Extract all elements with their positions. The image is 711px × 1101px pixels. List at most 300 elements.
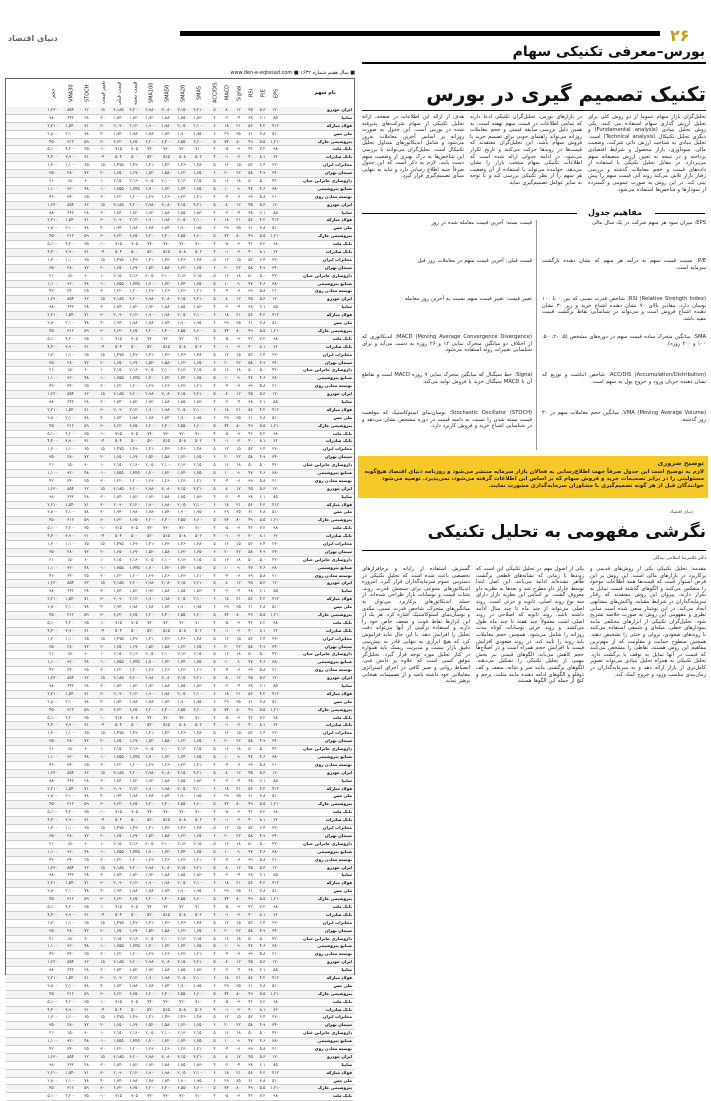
table-cell: ۲,۱۶۰: [129, 935, 140, 941]
table-cell: ۳,۱۵۰: [177, 769, 188, 775]
table-cell: ۲,۱۰۰: [161, 178, 172, 184]
table-cell: ۷۱۰: [195, 714, 202, 720]
table-cell: ۴.۹: [259, 454, 266, 460]
table-cell: ۴۵: [248, 580, 253, 586]
table-cell: ۵.۰: [259, 840, 266, 846]
table-row: [6, 778, 354, 786]
table-row: [6, 115, 354, 123]
table-cell: ۳۵: [84, 525, 89, 531]
stock-name-cell: ایران خودرو: [327, 1053, 352, 1059]
glossary-left-column: [362, 220, 532, 452]
table-cell: ۱۵۰: [67, 556, 74, 562]
table-cell: ۹: [237, 659, 240, 665]
table-row: [6, 904, 354, 912]
table-cell: ۱,۷۵۰: [193, 469, 204, 475]
table-cell: ۹: [237, 1038, 240, 1044]
table-cell: ۲,۱۶۰: [129, 272, 140, 278]
table-cell: ۷۲۰: [179, 903, 186, 909]
table-cell: ۱,۷۰۰: [145, 564, 156, 570]
table-cell: ۳۱: [84, 1006, 89, 1012]
table-cell: ۱۲: [236, 769, 241, 775]
table-cell: ۱,۸۴۰: [113, 398, 124, 404]
table-cell: ۲۱۰: [272, 288, 279, 294]
table-cell: -۱۰: [99, 280, 106, 286]
table-cell: ۵.۳: [259, 675, 266, 681]
right_items-item: SMA: میانگین متحرک ساده قیمت سهم در دوره‌های مشخص (۵، ۲۰، ۵۰، ۱۰۰ و ۲۰۰ روزه).: [542, 334, 706, 347]
table-cell: ۲۸: [84, 398, 89, 404]
table-cell: ۱,۷۴۰: [177, 469, 188, 475]
table-cell: -۴: [100, 722, 105, 728]
table-cell: ۶.۴: [259, 540, 266, 546]
table-cell: ۱,۳۰۰: [47, 919, 58, 925]
table-cell: ۱۵: [100, 675, 105, 681]
table-cell: ۶۴۲: [67, 398, 74, 404]
table-cell: ۱,۱۰۰: [65, 919, 76, 925]
table-cell: ۳۱۲: [67, 327, 74, 333]
table-cell: ۱,۶۷۰: [129, 454, 140, 460]
table-cell: ۲,۱۶۰: [129, 746, 140, 752]
table-cell: ۱,۸۲۰: [129, 304, 140, 310]
table-cell: ۲۰: [100, 548, 105, 554]
table-cell: ۱,۴۷۵: [113, 446, 124, 452]
table-cell: ۵: [213, 769, 216, 775]
table-cell: ۲,۱۶۰: [129, 367, 140, 373]
table-cell: ۶,۶۵۰: [129, 327, 140, 333]
table-cell: ۵: [213, 1030, 216, 1036]
table-cell: ۱,۶۷۰: [129, 264, 140, 270]
table-cell: -۲۰: [99, 872, 106, 878]
table-cell: -۶: [236, 572, 241, 578]
table-cell: ۱,۴۱۰: [145, 446, 156, 452]
table-cell: ۶۴۲: [67, 493, 74, 499]
table-cell: -۱۰: [99, 335, 106, 341]
table-cell: ۳۵۰: [49, 927, 56, 933]
table-cell: ۴: [213, 809, 216, 815]
table-cell: -۱۰: [99, 146, 106, 152]
table-cell: ۵.۳: [259, 864, 266, 870]
table-cell: ۱,۴۳۰: [161, 540, 172, 546]
table-row: [6, 1046, 354, 1054]
table-cell: -۴: [100, 249, 105, 255]
table-cell: ۳۰: [100, 422, 105, 428]
table-cell: ۱۲: [236, 485, 241, 491]
table-cell: ۸۰: [236, 517, 241, 523]
table-cell: ۵۰: [248, 178, 253, 184]
table-cell: ۵۰۰: [131, 1006, 138, 1012]
table-cell: ۱۸: [224, 406, 229, 412]
table-cell: ۴.۹: [259, 643, 266, 649]
table-cell: ۲,۰۹۰: [113, 974, 124, 980]
table-cell: ۳,۲۰۰: [129, 391, 140, 397]
table-cell: -۶: [236, 1045, 241, 1051]
table-cell: ۱,۲۶۰: [161, 288, 172, 294]
table-cell: ۱,۷۵۵: [113, 943, 124, 949]
table-cell: ۱,۲۳۰: [47, 201, 58, 207]
table-cell: ۱۵: [100, 635, 105, 641]
table-cell: ۳۴۰: [272, 927, 279, 933]
table-row: [6, 178, 354, 186]
table-cell: -۳: [236, 525, 241, 531]
table-cell: ۷۴۰: [147, 241, 154, 247]
stock-name-cell: سایپا: [341, 1061, 352, 1067]
table-cell: ۲,۱۳۰: [177, 935, 188, 941]
table-cell: ۴,۴۰۰: [47, 533, 58, 539]
table-cell: ۱۲: [236, 391, 241, 397]
table-row: [6, 730, 354, 738]
table-cell: -۲۰: [99, 477, 106, 483]
table-cell: ۷.۲: [259, 241, 266, 247]
table-cell: ۶: [213, 501, 216, 507]
table-cell: ۴۲۰: [49, 288, 56, 294]
table-cell: ۷۰۵: [131, 619, 138, 625]
table-cell: ۴: [213, 722, 216, 728]
table-cell: ۷۴۰: [147, 525, 154, 531]
table-cell: ۳,۱۵۰: [177, 391, 188, 397]
table-cell: ۱,۷۸۰: [145, 888, 156, 894]
table-cell: ۲,۱۵۰: [113, 272, 124, 278]
table-cell: ۱۸: [224, 1069, 229, 1075]
table-cell: ۳۰: [100, 501, 105, 507]
table-cell: -۱۰: [99, 375, 106, 381]
table-cell: ۵۶: [248, 974, 253, 980]
table-cell: ۶,۶۵۰: [129, 1085, 140, 1091]
table-row: [6, 525, 354, 533]
table-cell: ۱,۸۲۰: [129, 209, 140, 215]
table-cell: ۴۹: [248, 1085, 253, 1091]
table-cell: ۵۰۰: [131, 154, 138, 160]
table-cell: ۱,۷۲۰: [161, 469, 172, 475]
table-cell: ۵۰۸: [179, 343, 186, 349]
table-cell: ۵۲: [248, 635, 253, 641]
table-cell: ۱,۹۰۰: [145, 596, 156, 602]
table-cell: ۱,۴۷۵: [113, 256, 124, 262]
table-cell: ۹۲۰: [67, 469, 74, 475]
table-cell: ۱,۲۱۰: [193, 667, 204, 673]
table-cell: ۴۲۰: [272, 1030, 279, 1036]
table-row: [6, 344, 354, 352]
table-cell: ۵۰۸: [179, 438, 186, 444]
table-cell: ۳۵: [236, 793, 241, 799]
table-cell: ۲۲: [236, 643, 241, 649]
table-cell: ۱۵: [100, 485, 105, 491]
table-cell: ۱,۲۹۰: [145, 761, 156, 767]
table-cell: ۱,۸۴۰: [161, 509, 172, 515]
table-cell: ۳۵۰: [49, 548, 56, 554]
table-cell: ۱,۸۸۰: [161, 967, 172, 973]
table-cell: ۱,۹۰۰: [177, 509, 188, 515]
table-cell: ۵۱۰: [272, 793, 279, 799]
table-cell: ۲,۲۱۰: [47, 596, 58, 602]
table-cell: -۳: [236, 1093, 241, 1099]
table-cell: ۵۰۸: [179, 911, 186, 917]
left_items-item: قیمت بسته: آخرین قیمت معامله شده در روز: [431, 220, 532, 226]
stock-name-cell: مخابرات ایران: [322, 635, 352, 641]
stock-name-cell: توسعه معادن روی: [314, 1045, 352, 1051]
table-cell: ۵۸: [248, 832, 253, 838]
table-row: [6, 462, 354, 470]
table-cell: ۴۱۲: [272, 690, 279, 696]
table-cell: ۳,۹۰۰: [65, 722, 76, 728]
table-cell: ۱,۹۸۰: [161, 596, 172, 602]
table-cell: ۵۱۵: [163, 343, 170, 349]
table-cell: ۲,۲۱۰: [47, 501, 58, 507]
table-cell: ۶۱: [248, 414, 253, 420]
table-cell: ۵۶: [248, 690, 253, 696]
stock-name-cell: پتروشیمی خارک: [317, 990, 352, 996]
table-cell: ۴۵۰: [49, 990, 56, 996]
table-cell: ۵۰۴: [115, 154, 122, 160]
table-cell: ۲۲: [236, 738, 241, 744]
stock-name-cell: ایران خودرو: [327, 107, 352, 112]
table-cell: ۴: [213, 343, 216, 349]
table-cell: ۴۹: [248, 706, 253, 712]
table-cell: ۱,۷۴۵: [129, 848, 140, 854]
table-cell: ۲,۱۰۰: [65, 509, 76, 515]
table-cell: ۹۸: [273, 714, 278, 720]
table-cell: ۵۱۰: [272, 1077, 279, 1083]
table-cell: ۱,۲۰۰: [129, 1045, 140, 1051]
table-cell: ۱۲: [224, 256, 229, 262]
issue-line: ■ سال هفتم شماره ۱۶۳۲ ■ www.den-e-eqtesad.com: [230, 70, 355, 76]
table-cell: ۱,۲۹۰: [145, 288, 156, 294]
table-cell: ۴: [213, 288, 216, 294]
table-cell: ۲۵: [84, 667, 89, 673]
table-cell: ۶,۵۵۰: [177, 896, 188, 902]
table-row: [6, 943, 354, 951]
table-cell: ۱,۵۲۰: [145, 548, 156, 554]
table-cell: ۲,۲۱۰: [47, 406, 58, 412]
table-cell: ۱,۶۵۰: [193, 738, 204, 744]
table-cell: ۲۳۰: [272, 730, 279, 736]
table-cell: ۱,۶۷۰: [129, 1022, 140, 1028]
table-cell: ۸۵۴: [67, 769, 74, 775]
table-cell: ۱۵: [236, 825, 241, 831]
table-cell: ۱,۵۸۰: [161, 548, 172, 554]
table-cell: ۱۲۰: [272, 769, 279, 775]
table-row: [6, 509, 354, 517]
table-cell: ۱,۸۲۰: [129, 114, 140, 120]
table-cell: ۲,۸۰۰: [47, 888, 58, 894]
table-cell: ۲۸۰: [67, 264, 74, 270]
table-cell: ۲۳۰: [272, 1014, 279, 1020]
table-cell: ۴.۹: [259, 170, 266, 176]
table-row: [6, 131, 354, 139]
table-cell: ۱,۷۵۵: [113, 185, 124, 191]
table-cell: ۲۰: [100, 454, 105, 460]
table-cell: ۱,۸۳۰: [193, 493, 204, 499]
table-cell: ۱,۸۴۰: [113, 209, 124, 215]
table-cell: ۳۰: [100, 990, 105, 996]
table-cell: -۲۰: [99, 572, 106, 578]
table-cell: ۴,۴۰۰: [47, 1006, 58, 1012]
stock-name-cell: سیمان تهران: [324, 927, 352, 933]
table-cell: ۱,۹۴۰: [113, 888, 124, 894]
table-cell: ۶,۲۰۰: [145, 422, 156, 428]
table-cell: ۱۵: [100, 391, 105, 397]
table-cell: ۳۴۰: [272, 738, 279, 744]
table-row: [6, 999, 354, 1007]
table-cell: ۹۸۰: [49, 398, 56, 404]
table-cell: ۳۵۰: [49, 454, 56, 460]
table-cell: ۲,۱۵۰: [193, 178, 204, 184]
table-cell: ۲۰: [224, 359, 229, 365]
table-cell: ۵,۱۰۰: [47, 241, 58, 247]
stock-name-cell: صنایع پتروشیمی: [317, 469, 352, 475]
table-cell: ۵۹: [84, 990, 89, 996]
table-cell: ۴,۴۰۰: [47, 249, 58, 255]
table-cell: -۴: [100, 627, 105, 633]
table-cell: ۷۲: [84, 832, 89, 838]
table-cell: ۱,۴۳۰: [161, 919, 172, 925]
table-cell: ۳,۱۵۰: [177, 675, 188, 681]
table-cell: ۳۵: [236, 698, 241, 704]
main-headline: تکنیک تصمیم گیری در بورس: [426, 82, 706, 106]
table-cell: ۲۰: [224, 170, 229, 176]
table-cell: ۷۲: [84, 359, 89, 365]
table-cell: ۷۲۰: [179, 525, 186, 531]
table-cell: ۱,۴۶۰: [177, 351, 188, 357]
stock-name-cell: داروسازی جابرابن حیان: [303, 272, 352, 278]
table-cell: ۷۴۰: [147, 903, 154, 909]
table-cell: ۱,۱۰۰: [65, 540, 76, 546]
table-cell: -۴: [100, 1006, 105, 1012]
table-cell: -۱۰: [99, 1093, 106, 1099]
table-cell: ۶۲: [84, 485, 89, 491]
table-cell: ۳۱: [84, 438, 89, 444]
table-cell: ۶,۶۵۰: [129, 801, 140, 807]
table-cell: -۲: [236, 627, 241, 633]
table-cell: -۲۰: [99, 1061, 106, 1067]
table-cell: ۴۰: [248, 438, 253, 444]
table-row: [6, 746, 354, 754]
table-cell: ۶: [213, 548, 216, 554]
table-cell: ۵,۱۰۰: [47, 714, 58, 720]
table-cell: ۳۸: [248, 493, 253, 499]
stock-name-cell: سیمان تهران: [324, 643, 352, 649]
table-cell: ۱,۷۲۰: [161, 848, 172, 854]
table-row: [6, 809, 354, 817]
table-cell: ۳,۲۰۰: [129, 485, 140, 491]
table-cell: ۶۲: [273, 533, 278, 539]
table-cell: ۳.۸: [259, 698, 266, 704]
table-cell: ۱۸: [224, 974, 229, 980]
table-cell: ۴.۶: [259, 943, 266, 949]
stock-name-cell: بانک صادرات: [325, 343, 352, 349]
table-cell: ۱,۷۰۰: [145, 469, 156, 475]
table-cell: -۲۰: [99, 856, 106, 862]
table-cell: ۳۵: [236, 320, 241, 326]
table-cell: ۵۶: [248, 501, 253, 507]
table-cell: ۵۲: [248, 162, 253, 168]
table-cell: ۱,۷۴۰: [177, 280, 188, 286]
table-cell: ۸۵: [273, 1061, 278, 1067]
table-cell: ۲,۰۵۰: [177, 596, 188, 602]
table-cell: ۵۰۰: [131, 533, 138, 539]
table-cell: ۳۱۲: [67, 990, 74, 996]
table-cell: ۹۸: [273, 146, 278, 152]
table-cell: ۱,۶۵۰: [113, 927, 124, 933]
table-cell: ۱,۲۰۰: [129, 856, 140, 862]
table-cell: ۵.۵: [259, 612, 266, 617]
table-cell: ۵۰: [248, 367, 253, 373]
table-cell: ۱۲: [224, 919, 229, 925]
table-cell: ۴.۲: [259, 501, 266, 507]
table-cell: ۲۸: [84, 304, 89, 310]
table-cell: ۷۴: [224, 422, 229, 428]
table-cell: ۱,۵۴۰: [65, 785, 76, 791]
table-cell: ۶: [213, 406, 216, 412]
table-cell: ۱,۹۸۰: [161, 122, 172, 128]
table-cell: ۱,۸۲۰: [129, 967, 140, 973]
table-row: [6, 139, 354, 147]
table-cell: ۱۰: [100, 178, 105, 184]
table-cell: ۴۱۲: [272, 974, 279, 980]
table-cell: ۱,۲۰۰: [129, 288, 140, 294]
table-cell: ۶.۴: [259, 825, 266, 831]
table-cell: ۲۲: [236, 832, 241, 838]
table-cell: ۱۰: [100, 367, 105, 373]
table-cell: ۶,۴۰۰: [161, 233, 172, 239]
table-cell: ۷۰۵: [131, 525, 138, 531]
table-cell: ۶,۶۵۰: [129, 612, 140, 617]
table-row: [6, 991, 354, 999]
table-cell: ۴,۲۰۰: [65, 1093, 76, 1099]
table-cell: ۵: [213, 1038, 216, 1044]
table-cell: ۴.۹: [259, 1022, 266, 1028]
table-cell: ۱۵: [100, 296, 105, 302]
table-cell: ۲۱۰: [272, 193, 279, 199]
table-cell: ۱,۴۶۰: [177, 540, 188, 546]
table-cell: ۷۳۰: [163, 241, 170, 247]
table-cell: ۵۰۸: [179, 627, 186, 633]
table-cell: -۱۰: [99, 1038, 106, 1044]
table-cell: ۲۱: [236, 217, 241, 223]
table-cell: ۵۶: [248, 785, 253, 791]
table-cell: ۱,۸۳۰: [193, 872, 204, 878]
table-cell: ۲۵: [84, 761, 89, 767]
table-cell: ۱,۸۳۰: [193, 1061, 204, 1067]
table-cell: -۳: [236, 146, 241, 152]
table-cell: ۱,۷۸۰: [145, 414, 156, 420]
stock-name-cell: سایپا: [341, 777, 352, 783]
table-cell: ۱,۹۸۰: [129, 698, 140, 704]
table-cell: ۶۲: [273, 627, 278, 633]
table-cell: ۴.۲: [259, 406, 266, 412]
table-row: [6, 320, 354, 328]
table-cell: ۵۰۲: [195, 154, 202, 160]
table-cell: ۶,۵۵۰: [177, 801, 188, 807]
table-cell: ۲۱۰: [49, 367, 56, 373]
table-cell: ۱,۷۵۰: [193, 943, 204, 949]
table-cell: ۳۸: [248, 1061, 253, 1067]
table-cell: ۶,۵۵۰: [177, 706, 188, 712]
table-cell: ۴: [213, 114, 216, 120]
table-cell: ۲۸: [84, 209, 89, 215]
table-cell: ۴۹: [248, 233, 253, 239]
table-cell: ۱,۸۵۰: [177, 967, 188, 973]
table-cell: ۱,۲۱۰: [193, 856, 204, 862]
table-cell: ۲۱۰: [272, 761, 279, 767]
table-cell: ۳۰: [100, 612, 105, 617]
table-cell: ۷۸: [84, 982, 89, 988]
table-row: [6, 1085, 354, 1093]
stock-name-cell: پتروشیمی خارک: [317, 233, 352, 239]
table-cell: -۴: [224, 572, 229, 578]
table-cell: ۱,۲۰۰: [129, 951, 140, 957]
table-cell: ۶,۶۲۰: [113, 990, 124, 996]
table-cell: ۳,۲۱۰: [193, 675, 204, 681]
table-cell: ۴,۲۰۰: [65, 809, 76, 815]
